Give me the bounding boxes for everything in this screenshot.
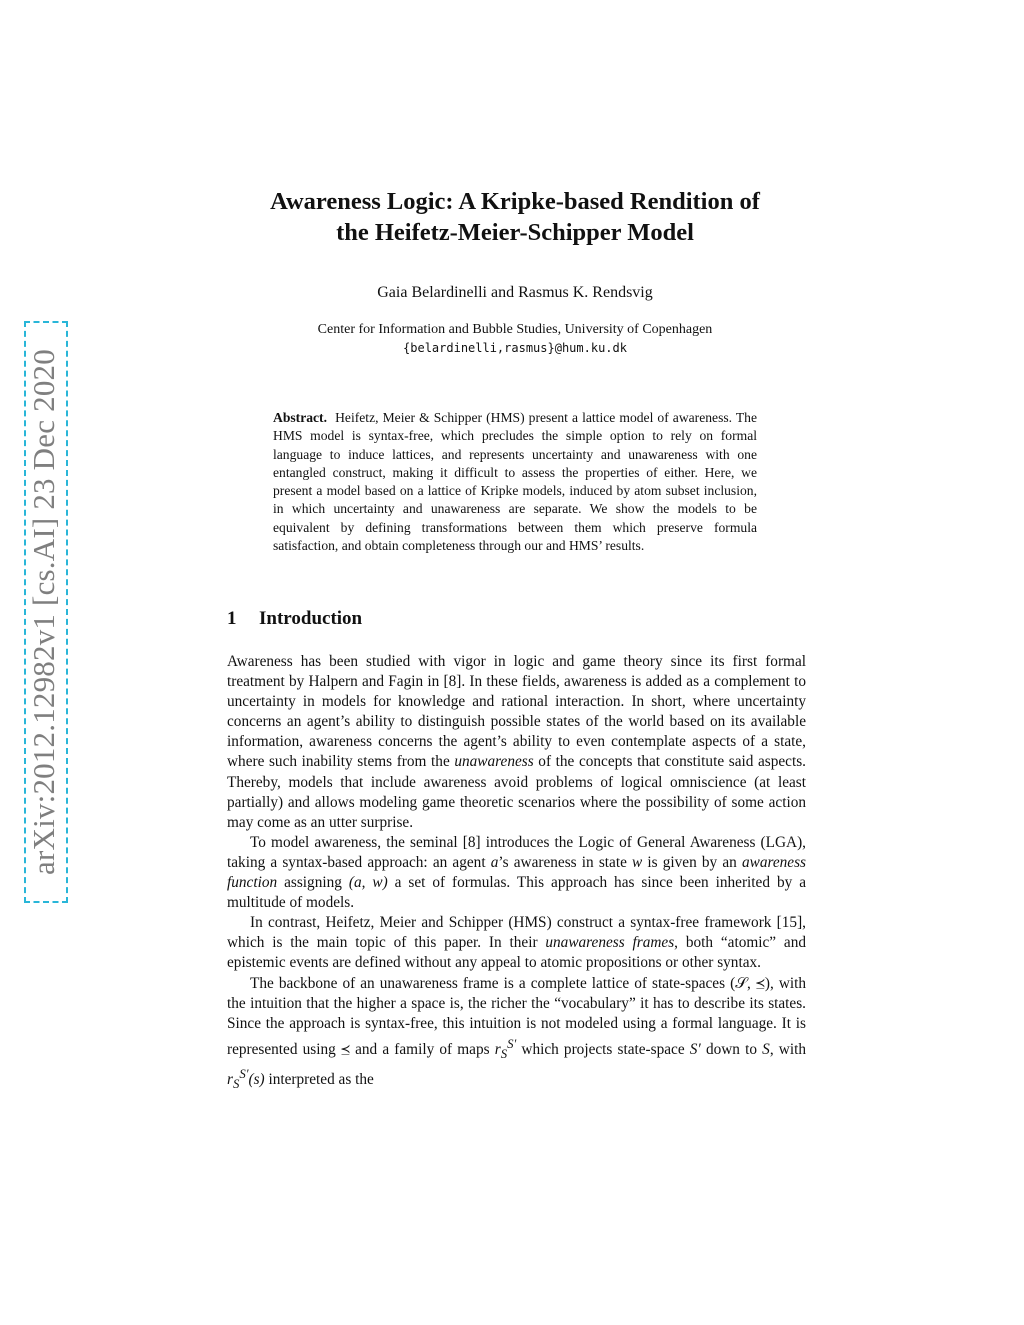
body-text <box>227 652 806 1094</box>
p4-text-g: interpreted as the <box>264 1071 374 1089</box>
p2-emphasis: awareness function <box>227 853 806 892</box>
arxiv-identifier: arXiv:2012.12982v1 [cs.AI] 23 Dec 2020 <box>26 349 61 875</box>
p2-text-e: a set of formulas. This approach has since been inherited by a multitude of models. <box>227 874 806 912</box>
p4-lattice: (𝒮, ⪯) <box>730 974 770 992</box>
abstract-text: Heifetz, Meier & Schipper (HMS) present a lattice model of awareness. The HMS model is syntax-free, which precludes the simple option to rely on formal language to induce lattices, and represents uncertainty and unawareness with one entangled construct, making it difficult to assess the properties of either. Here, we present a model based on a lattice of Kripke models, induced by atom subset inclusion, in which uncertainty and unawareness are separate. We show the models to be equivalent by defining transformations between them which preserve formula satisfaction, and obtain completeness through our and HMS’ results. <box>273 410 757 554</box>
abstract <box>273 409 757 555</box>
email: {belardinelli,rasmus}@hum.ku.dk <box>403 341 627 355</box>
p4-map-sub-s: S <box>500 1046 508 1061</box>
paper-title-line-2: the Heifetz-Meier-Schipper Model <box>336 219 694 246</box>
paper-title <box>200 186 830 248</box>
p4-map-sup <box>507 1037 516 1051</box>
p2-text-d: assigning <box>277 874 349 892</box>
p4-text-c: and a family of maps <box>349 1040 495 1058</box>
p4-preceq: ⪯ <box>340 1040 350 1058</box>
affiliation: Center for Information and Bubble Studies, University of Copenhagen <box>317 322 713 337</box>
p2-text-a: To model awareness, the seminal [8] introduces the Logic of General Awareness (LGA), taking a syntax-based approach: an agent <box>227 833 806 871</box>
p4-map2-arg: (s) <box>248 1071 265 1089</box>
p4-map2-sup <box>239 1067 248 1081</box>
p2-var-w: w <box>632 853 643 871</box>
p3-emphasis: unawareness frames <box>545 934 675 952</box>
paper-authors: Gaia Belardinelli and Rasmus K. Rendsvig <box>377 284 653 301</box>
paper-title-line-1: Awareness Logic: A Kripke-based Rendition of <box>270 188 760 215</box>
p4-map2-sup-s: S′ <box>239 1067 249 1082</box>
abstract-label: Abstract. <box>273 410 327 425</box>
p1-emphasis: unawareness <box>454 753 534 771</box>
affiliation-block <box>200 320 830 358</box>
section-heading <box>227 608 362 630</box>
p4-map2-r: r <box>227 1071 233 1089</box>
paragraph-3 <box>227 913 806 973</box>
section-title: Introduction <box>259 608 363 629</box>
p2-text-c: is given by an <box>642 853 742 871</box>
p1-text-b: of the concepts that constitute said aspects. Thereby, models that include awareness avoid problems of logical omniscience (at least partially) and allows modeling game theoretic scenarios where the possibility of some action may come as an utter surprise. <box>227 753 806 831</box>
paragraph-2 <box>227 833 806 913</box>
paragraph-1 <box>227 652 806 833</box>
paragraph-4 <box>227 974 806 1095</box>
p4-text-f: , with <box>769 1040 806 1058</box>
p4-text-b: , with the intuition that the higher a space is, the richer the “vocabulary” it has to describe its states. Since the approach is syntax-free, this intuition is not modeled using a formal language. It is represented using <box>227 974 807 1058</box>
p4-map-sup-s: S′ <box>507 1036 517 1051</box>
p1-text-a: Awareness has been studied with vigor in logic and game theory since its first formal treatment by Halpern and Fagin in [8]. In these fields, awareness is added as a complement to uncertainty in models for knowledge and rational interaction. In short, where uncertainty concerns an agent’s ability to distinguish possible states of the world based on its available information, awareness concerns the agent’s ability to even contemplate aspects of a state, where such inability stems from the <box>227 653 806 771</box>
p4-map2-sub-s: S <box>232 1077 240 1092</box>
p3-text-b: , both “atomic” and epistemic events are defined without any appeal to atomic propositions or other syntax. <box>227 934 806 972</box>
p4-map-r: r <box>494 1040 501 1058</box>
p3-text-a: In contrast, Heifetz, Meier and Schipper (HMS) construct a syntax-free framework [15], which is the main topic of this paper. In their <box>227 914 806 952</box>
p4-s: S <box>762 1040 770 1058</box>
p4-text-d: which projects state-space <box>516 1040 690 1058</box>
p4-text-a: The backbone of an unawareness frame is a complete lattice of state-spaces <box>250 974 731 992</box>
p2-var-a: a <box>490 853 499 871</box>
p2-text-b: ’s awareness in state <box>498 853 633 871</box>
section-number: 1 <box>227 608 237 629</box>
p4-sprime: S′ <box>689 1040 701 1058</box>
p4-text-e: down to <box>700 1040 763 1058</box>
p2-pair: (a, w) <box>348 874 388 892</box>
